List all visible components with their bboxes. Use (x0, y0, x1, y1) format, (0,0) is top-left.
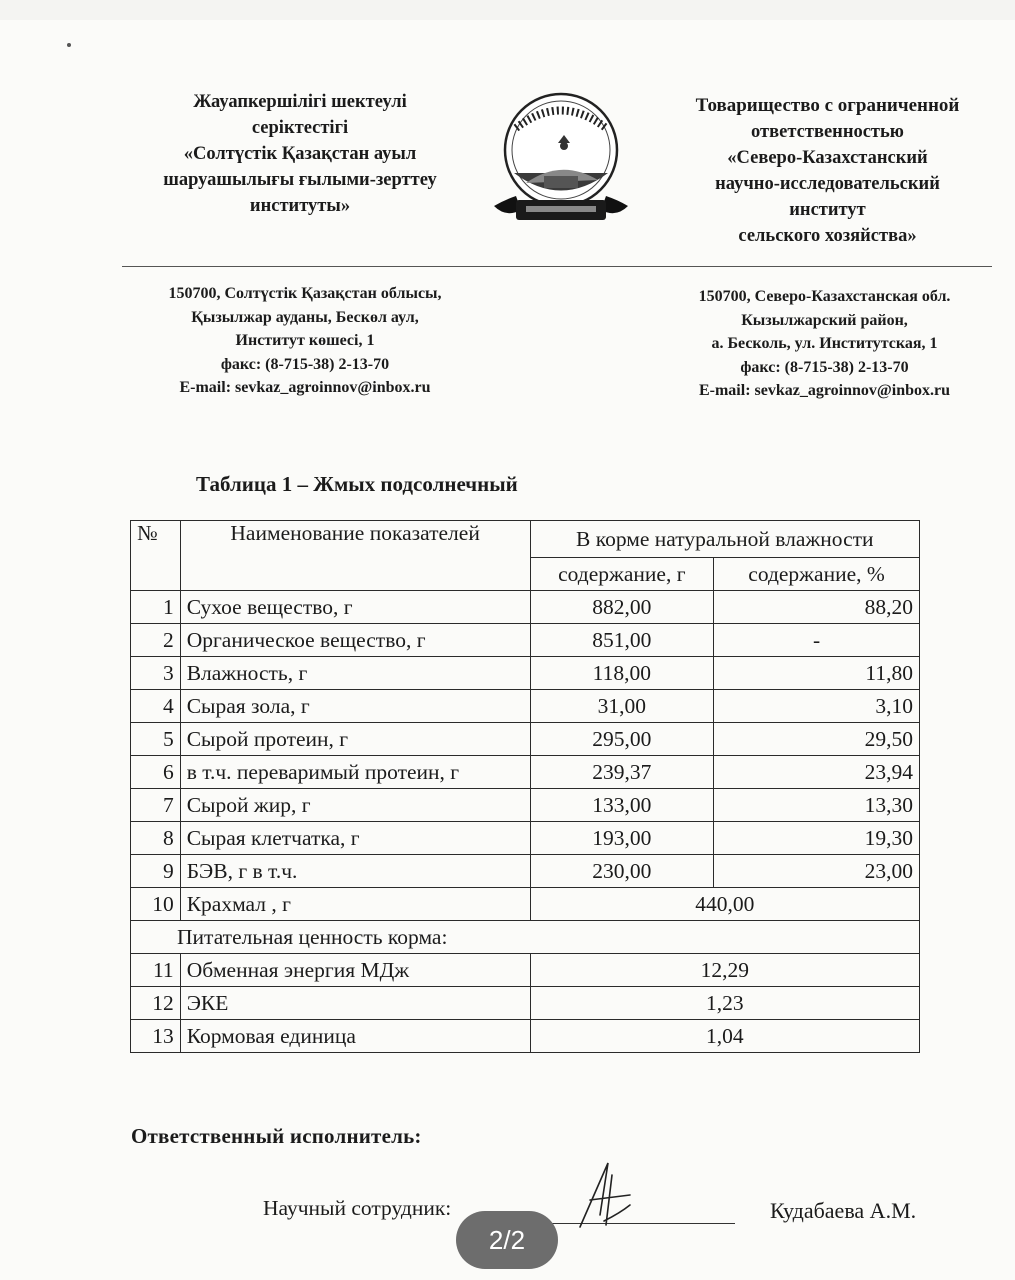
row-name: Крахмал , г (180, 888, 530, 921)
row-name: Сырая клетчатка, г (180, 822, 530, 855)
row-grams: 118,00 (530, 657, 714, 690)
row-percent: 23,00 (714, 855, 920, 888)
org-kz-line: серіктестігі (251, 118, 349, 138)
row-grams: 239,37 (530, 756, 714, 789)
table-row (131, 756, 920, 789)
fax-line: факс: (8-715-38) 2-13-70 (740, 358, 909, 376)
email-line: E-mail: sevkaz_agroinnov@inbox.ru (698, 382, 951, 399)
row-number: 12 (131, 987, 181, 1020)
address-line: Кызылжарский район, (741, 311, 908, 329)
col-header-percent: содержание, % (714, 558, 920, 591)
table-row-energy (131, 1020, 920, 1053)
section-label: Питательная ценность корма: (131, 921, 920, 954)
row-number: 4 (131, 690, 181, 723)
address-russian (652, 285, 997, 403)
row-grams: 133,00 (530, 789, 714, 822)
org-kz-line: шаруашылығы ғылыми-зерттеу (163, 170, 437, 190)
row-percent: - (714, 624, 920, 657)
table-row (131, 591, 920, 624)
row-percent: 11,80 (714, 657, 920, 690)
org-ru-line: институт (789, 200, 866, 220)
table-row-energy (131, 954, 920, 987)
table-row (131, 624, 920, 657)
row-number: 3 (131, 657, 181, 690)
row-number: 10 (131, 888, 181, 921)
org-name-kazakh (120, 89, 480, 219)
table-row-starch (131, 888, 920, 921)
row-grams: 230,00 (530, 855, 714, 888)
row-number: 7 (131, 789, 181, 822)
institute-emblem-logo (486, 88, 636, 238)
row-name: Влажность, г (180, 657, 530, 690)
row-name: Обменная энергия МДж (180, 954, 530, 987)
table-row (131, 657, 920, 690)
row-name: БЭВ, г в т.ч. (180, 855, 530, 888)
row-name: Сырой протеин, г (180, 723, 530, 756)
page-indicator: 2/2 (456, 1211, 558, 1269)
row-number: 13 (131, 1020, 181, 1053)
col-header-grams: содержание, г (530, 558, 714, 591)
org-ru-line: «Северо-Казахстанский (727, 148, 928, 168)
org-kz-line: Жауапкершілігі шектеулі (193, 92, 407, 112)
executor-surname: Кудабаева А.М. (770, 1198, 917, 1223)
org-ru-line: научно-исследовательский (715, 174, 940, 194)
row-name: Кормовая единица (180, 1020, 530, 1053)
address-line: 150700, Солтүстік Қазақстан облысы, (168, 285, 442, 302)
row-value: 12,29 (530, 954, 919, 987)
row-percent: 3,10 (714, 690, 920, 723)
row-percent: 88,20 (714, 591, 920, 624)
row-grams: 295,00 (530, 723, 714, 756)
position-label: Научный сотрудник: (263, 1196, 452, 1220)
org-ru-line: Товарищество с ограниченной (695, 95, 960, 116)
row-number: 8 (131, 822, 181, 855)
row-value: 1,23 (530, 987, 919, 1020)
row-number: 6 (131, 756, 181, 789)
row-name: Сырой жир, г (180, 789, 530, 822)
table-title: Таблица 1 – Жмых подсолнечный (196, 472, 518, 496)
row-grams: 851,00 (530, 624, 714, 657)
fax-line: факс: (8-715-38) 2-13-70 (220, 355, 390, 373)
row-name: Сырая зола, г (180, 690, 530, 723)
row-grams: 882,00 (530, 591, 714, 624)
row-value: 1,04 (530, 1020, 919, 1053)
row-number: 2 (131, 624, 181, 657)
col-header-group: В корме натуральной влажности (530, 521, 919, 558)
email-line: E-mail: sevkaz_agroinnov@inbox.ru (179, 379, 431, 396)
table-section-row (131, 921, 920, 954)
row-name: в т.ч. переваримый протеин, г (180, 756, 530, 789)
row-percent: 23,94 (714, 756, 920, 789)
table-row-energy (131, 987, 920, 1020)
row-number: 5 (131, 723, 181, 756)
row-name: Органическое вещество, г (180, 624, 530, 657)
row-number: 1 (131, 591, 181, 624)
table-row (131, 855, 920, 888)
table-row (131, 822, 920, 855)
address-kazakh (120, 282, 490, 400)
scan-speck (67, 43, 71, 47)
feed-composition-table (130, 520, 920, 1053)
org-name-russian (650, 93, 1005, 249)
row-number: 9 (131, 855, 181, 888)
row-name: Сухое вещество, г (180, 591, 530, 624)
row-grams: 193,00 (530, 822, 714, 855)
table-row (131, 690, 920, 723)
address-line: 150700, Северо-Казахстанская обл. (698, 288, 951, 305)
org-kz-line: «Солтүстік Қазақстан ауыл (183, 144, 417, 164)
document-page (0, 20, 1015, 1280)
responsible-heading: Ответственный исполнитель: (131, 1124, 422, 1148)
table-row (131, 789, 920, 822)
handwritten-signature (560, 1155, 650, 1235)
address-line: Қызылжар ауданы, Бескөл аул, (191, 308, 419, 326)
org-kz-line: институты» (249, 196, 351, 216)
row-grams: 31,00 (530, 690, 714, 723)
header-divider (122, 266, 992, 267)
address-line: а. Бесколь, ул. Институтская, 1 (711, 335, 938, 352)
row-number: 11 (131, 954, 181, 987)
row-value: 440,00 (530, 888, 919, 921)
address-line: Институт көшесі, 1 (235, 332, 375, 349)
col-header-number: № (131, 521, 181, 591)
org-ru-line: ответственностью (751, 122, 904, 142)
table-header-row (131, 521, 920, 558)
col-header-name: Наименование показателей (180, 521, 530, 591)
row-percent: 29,50 (714, 723, 920, 756)
org-ru-line: сельского хозяйства» (738, 226, 917, 246)
row-name: ЭКЕ (180, 987, 530, 1020)
table-row (131, 723, 920, 756)
row-percent: 13,30 (714, 789, 920, 822)
row-percent: 19,30 (714, 822, 920, 855)
